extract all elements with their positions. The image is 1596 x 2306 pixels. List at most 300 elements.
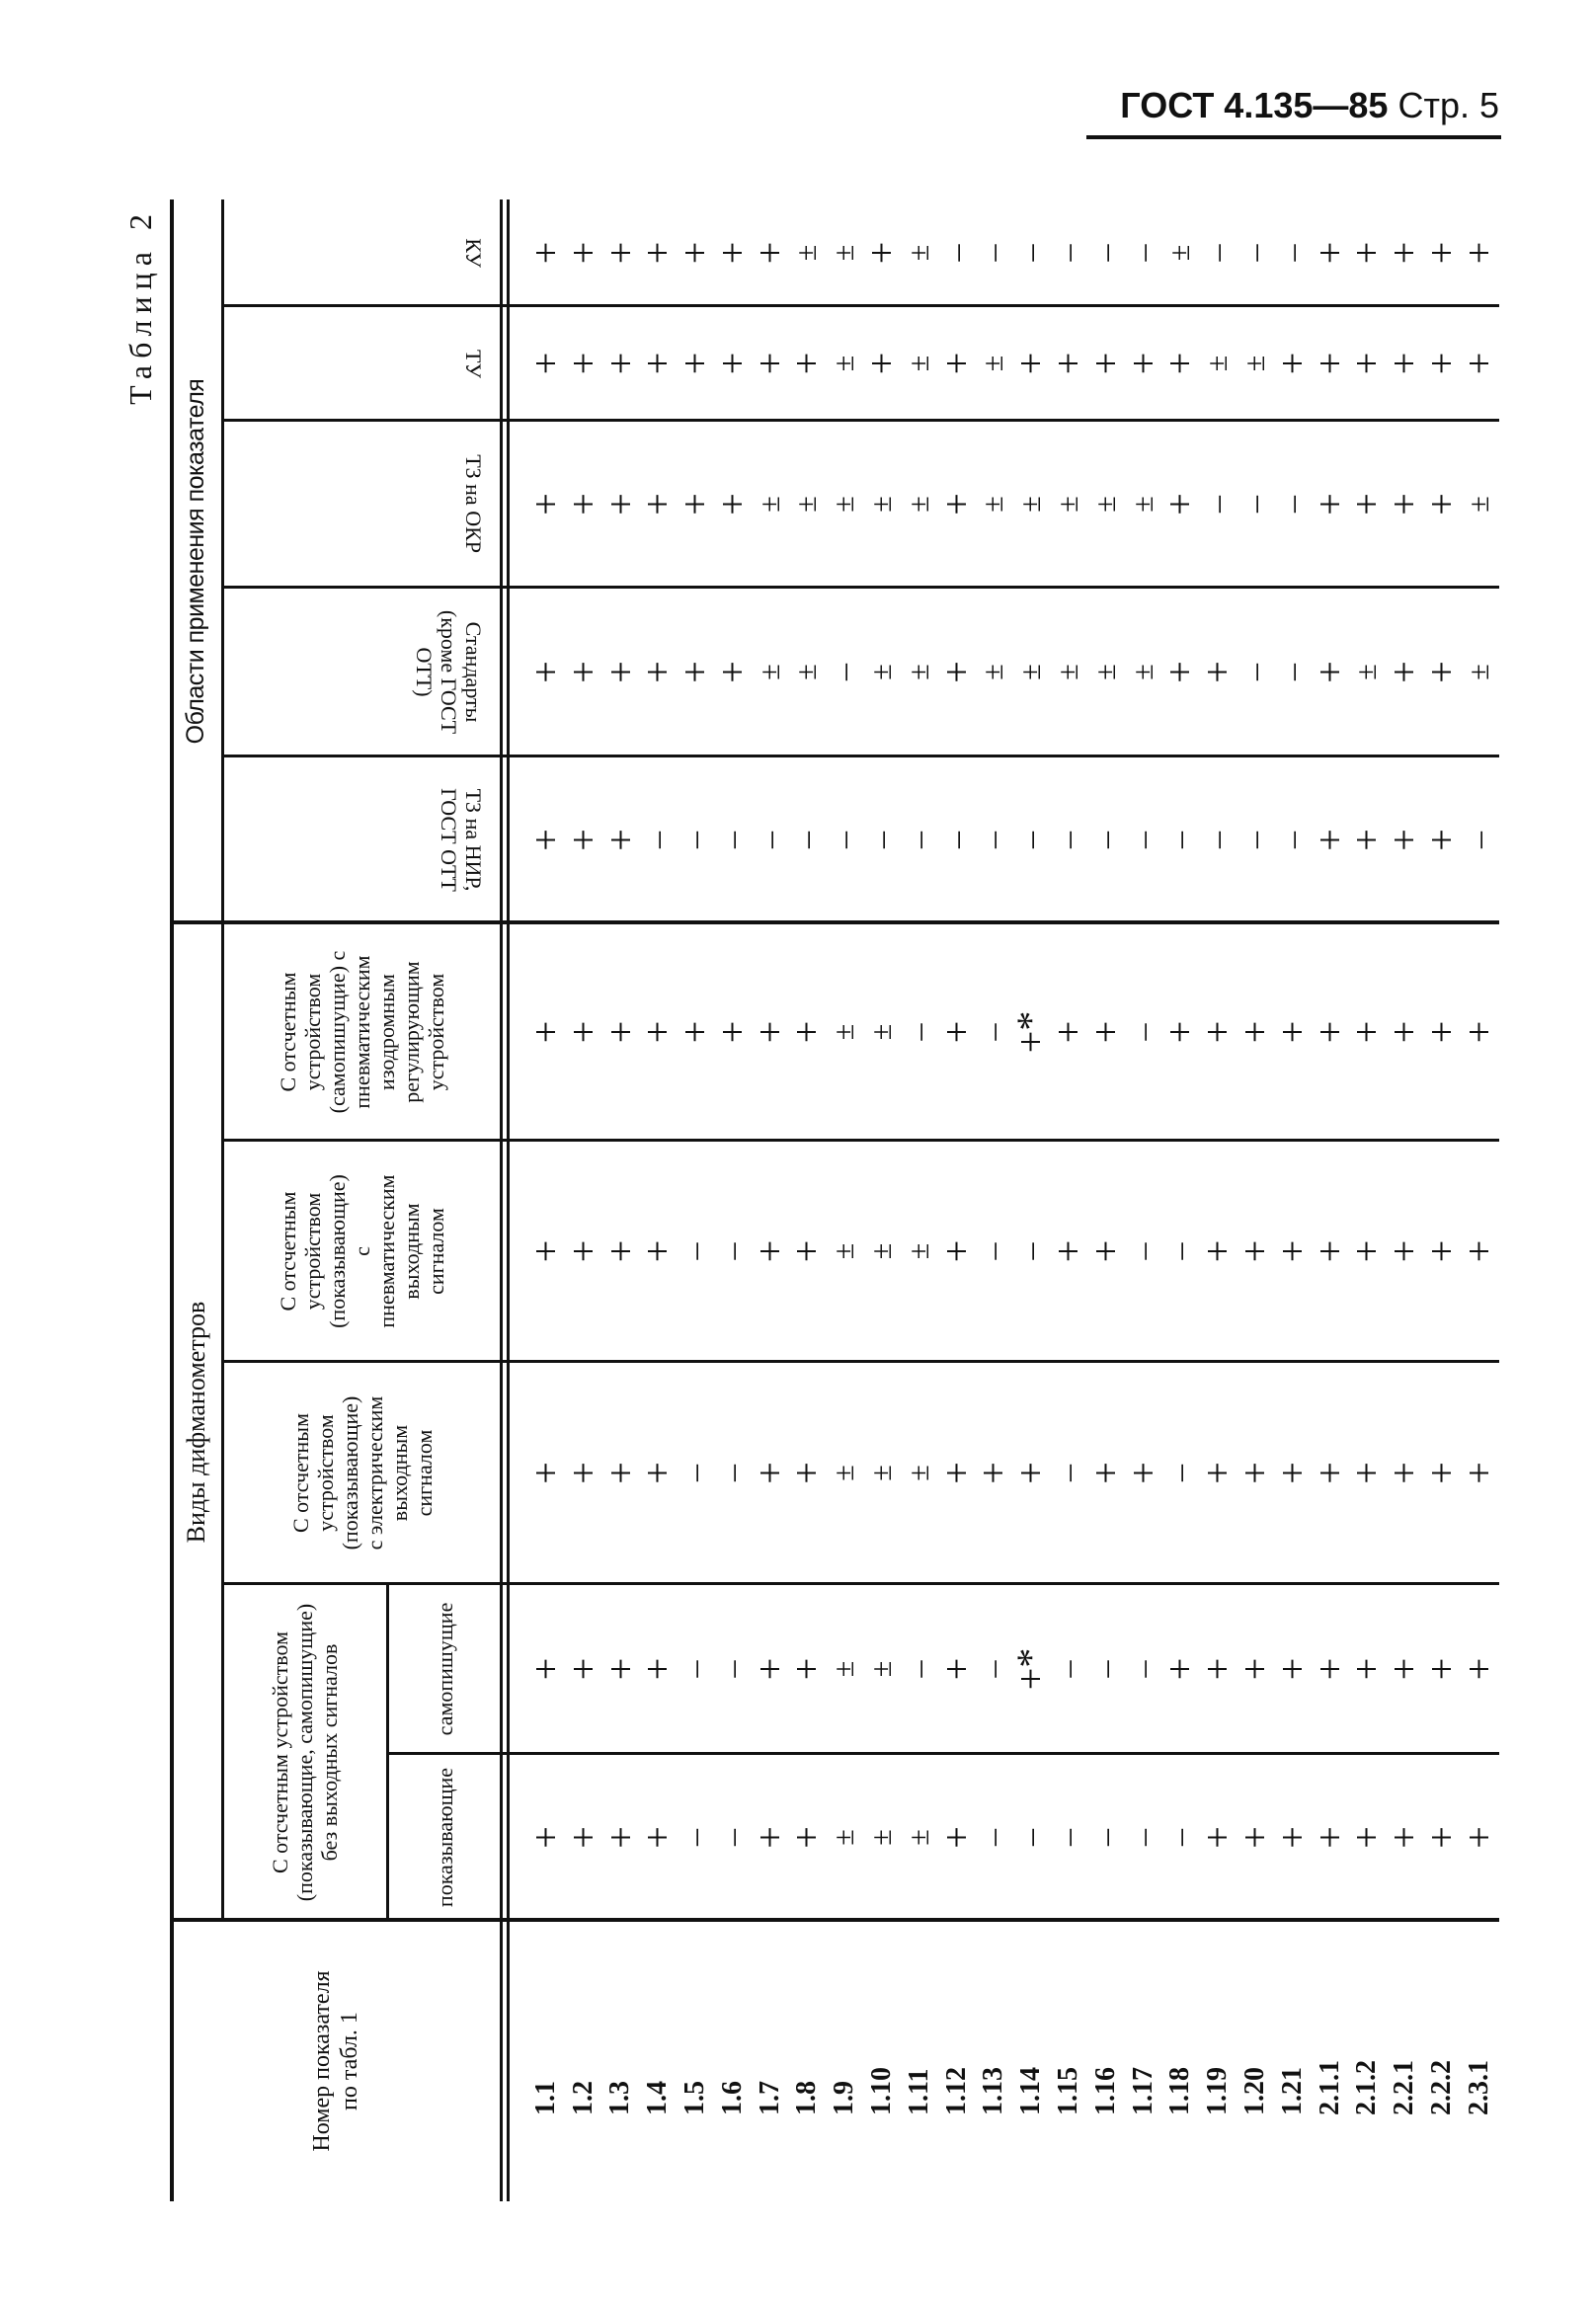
cell-value: ±: [865, 496, 899, 513]
cell-value: +: [747, 352, 792, 375]
table-cell: [1419, 756, 1465, 923]
header-group-types: Виды дифманометров: [182, 1301, 210, 1544]
table-cell: [1125, 421, 1162, 588]
cell-value: –: [713, 1829, 751, 1846]
cell-value: +: [709, 241, 755, 265]
cell-value: +: [1307, 352, 1352, 375]
cell-value: +: [560, 1462, 605, 1484]
table-cell: [1382, 1141, 1427, 1362]
table-cell: [1456, 1754, 1501, 1921]
cell-value: –: [1199, 832, 1237, 848]
row-number: 1.1: [529, 2081, 561, 2115]
table-cell: [826, 199, 863, 306]
cell-value: ±: [1126, 496, 1159, 513]
cell-value: +: [1344, 1657, 1390, 1681]
table-cell: [1237, 306, 1274, 421]
table-cell: [1382, 1584, 1427, 1754]
table-cell: [1419, 421, 1465, 588]
header-col-indicating: показывающие: [432, 1767, 457, 1908]
cell-value: +: [1419, 352, 1465, 375]
table-cell: [714, 1754, 752, 1921]
table-cell: [598, 1362, 643, 1584]
cell-value: –: [975, 832, 1012, 848]
cell-value: +: [1382, 352, 1427, 375]
table-cell: [933, 306, 979, 421]
cell-value: +: [709, 1020, 755, 1044]
row-number: 1.15: [1053, 2067, 1084, 2115]
cell-value: ±: [902, 664, 935, 680]
table-cell: [1087, 1584, 1125, 1754]
table-cell: [1082, 306, 1128, 421]
table-row: [747, 199, 792, 2201]
table-cell: [560, 421, 605, 588]
cell-value: –: [975, 1242, 1012, 1260]
table-cell: [863, 1754, 901, 1921]
table-cell: [901, 306, 938, 421]
cell-value: –: [788, 832, 826, 848]
cell-value: +: [1456, 1020, 1501, 1044]
header-group-areas: Области применения показателя: [182, 378, 209, 745]
table-cell: [1382, 1362, 1427, 1584]
cell-value: +: [598, 1826, 643, 1849]
cell-value: ±: [1052, 664, 1085, 680]
table-cell: [1419, 1754, 1465, 1921]
cell-value: ±: [865, 664, 899, 680]
cell-value: +: [784, 352, 830, 375]
cell-value: ±: [977, 496, 1010, 513]
standard-code: ГОСТ 4.135—85: [1120, 85, 1389, 125]
table-cell: [1199, 199, 1237, 306]
cell-value: +: [1344, 1239, 1390, 1263]
cell-value: +: [635, 352, 680, 375]
cell-value: –: [1273, 496, 1311, 513]
cell-value: ±: [902, 496, 935, 513]
cell-value: ±: [977, 664, 1010, 680]
cell-value: –: [1161, 832, 1199, 848]
row-number: 1.18: [1164, 2067, 1196, 2115]
table-cell: [1456, 306, 1501, 421]
table-cell: [1125, 1141, 1162, 1362]
table-cell: [1382, 421, 1427, 588]
table-cell: [901, 923, 938, 1141]
cell-value: ±: [1238, 355, 1272, 372]
table-cell: [971, 1362, 1016, 1584]
table-cell: [826, 923, 863, 1141]
table-cell: [933, 1754, 979, 1921]
table-cell: [784, 923, 830, 1141]
cell-value: ±: [1014, 664, 1048, 680]
cell-value: +: [1419, 1826, 1465, 1849]
cell-value: +: [1344, 352, 1390, 375]
header-col-ku: [222, 199, 502, 306]
cell-value: ±: [1163, 244, 1197, 262]
row-number: 2.1.1: [1314, 2060, 1345, 2115]
cell-value: –: [1012, 1829, 1050, 1846]
table-cell: [635, 1754, 680, 1921]
cell-value: ±: [865, 1465, 899, 1481]
table-cell: [784, 1584, 830, 1754]
cell-value: +: [598, 1239, 643, 1263]
cell-value: –: [1199, 244, 1237, 262]
cell-value: +: [1344, 1462, 1390, 1484]
table-cell: [1195, 1141, 1240, 1362]
table-cell: [1087, 588, 1125, 756]
cell-value: +: [1344, 1020, 1390, 1044]
cell-value: ±: [1088, 664, 1122, 680]
header-rule: [1086, 135, 1501, 139]
cell-value: +: [859, 352, 905, 375]
table-cell: [1050, 199, 1087, 306]
cell-value: +: [598, 493, 643, 516]
cell-value: +: [747, 1657, 792, 1681]
table-cell: [639, 756, 677, 923]
table-cell: [1419, 1141, 1465, 1362]
cell-value: +: [1419, 1657, 1465, 1681]
cell-value: ±: [1350, 664, 1384, 680]
table-cell: [976, 588, 1013, 756]
table-cell: [1233, 923, 1278, 1141]
row-number: 2.1.2: [1351, 2060, 1383, 2115]
cell-value: +: [1120, 1462, 1165, 1484]
cell-value: +: [1382, 1826, 1427, 1849]
cell-value: +: [1233, 1657, 1278, 1681]
table-cell: [598, 1754, 643, 1921]
table-row: [826, 199, 863, 2201]
table-cell: [789, 421, 827, 588]
cell-value: +: [1382, 829, 1427, 851]
table-cell: [709, 588, 755, 756]
header-col-tz-nir-label: ТЗ на НИР, ГОСТ ОТТ: [437, 788, 486, 892]
table-cell: [673, 421, 718, 588]
table-cell: [789, 588, 827, 756]
cell-value: +: [522, 1826, 568, 1849]
table-cell: [863, 756, 901, 923]
table-cell: [635, 1362, 680, 1584]
header-row-number: Номер показателя по табл. 1: [309, 1970, 362, 2152]
cell-value: –: [1273, 664, 1311, 680]
table-cell: [1195, 923, 1240, 1141]
table-cell: [1269, 1141, 1315, 1362]
table-cell: [1012, 1141, 1050, 1362]
cell-value: +: [673, 661, 718, 683]
cell-value: +: [1307, 1462, 1352, 1484]
cell-value: +: [598, 661, 643, 683]
table-cell: [1344, 306, 1390, 421]
cell-value: –: [937, 244, 975, 262]
table-row: [901, 199, 938, 2201]
header-col-tz-okr: [222, 421, 502, 588]
cell-value: +: [784, 1020, 830, 1044]
table-cell: [976, 923, 1013, 1141]
cell-value: +: [709, 661, 755, 683]
cell-value: +: [1008, 1462, 1054, 1484]
cell-value: +: [1307, 829, 1352, 851]
table-cell: [1344, 1362, 1390, 1584]
cell-value: +: [673, 241, 718, 265]
table-row: [1120, 199, 1165, 2201]
cell-value: –: [1124, 832, 1161, 848]
table-cell: [1269, 1754, 1315, 1921]
table-cell: [709, 421, 755, 588]
table-cell: [863, 588, 901, 756]
header-col-recording: самопишущие: [432, 1602, 457, 1736]
table-cell: [1307, 756, 1352, 923]
cell-value: +: [635, 1239, 680, 1263]
table-cell: [1087, 1754, 1125, 1921]
table-cell: [673, 588, 718, 756]
table-cell: [901, 199, 938, 306]
table-cell: [1456, 1141, 1501, 1362]
cell-value: ±: [902, 244, 935, 262]
cell-value: +: [1307, 661, 1352, 683]
cell-value: +: [598, 1020, 643, 1044]
cell-value: +: [1269, 1462, 1315, 1484]
table-cell: [560, 1141, 605, 1362]
table-cell: [1082, 1141, 1128, 1362]
cell-value: ±: [790, 664, 824, 680]
table-cell: [863, 421, 901, 588]
cell-value: –: [713, 1465, 751, 1481]
cell-value: ±: [865, 1023, 899, 1041]
table-cell: [784, 1362, 830, 1584]
table-cell: [784, 1754, 830, 1921]
row-number: 1.2: [567, 2081, 598, 2115]
row-number: 1.11: [903, 2068, 934, 2115]
table-cell: [863, 923, 901, 1141]
table-row: [635, 199, 680, 2201]
table-cell: [1050, 421, 1087, 588]
table-cell: [677, 1584, 714, 1754]
cell-value: ±: [902, 1242, 935, 1260]
cell-value: ±: [1462, 664, 1495, 680]
cell-value: +: [1157, 661, 1203, 683]
cell-value: +: [1269, 1657, 1315, 1681]
cell-value: +: [1269, 1239, 1315, 1263]
table-cell: [747, 1584, 792, 1754]
table-cell: [863, 1141, 901, 1362]
table-cell: [976, 756, 1013, 923]
table-cell: [1087, 199, 1125, 306]
table-row: [784, 199, 830, 2201]
cell-value: +: [1157, 352, 1203, 375]
table-cell: [901, 421, 938, 588]
cell-value: +: [1082, 1239, 1128, 1263]
cell-value: +: [1157, 493, 1203, 516]
cell-value: +: [1307, 241, 1352, 265]
table-cell: [1233, 1754, 1278, 1921]
cell-value: ±: [828, 496, 861, 513]
cell-value: +: [1195, 1462, 1240, 1484]
cell-value: +: [1419, 1462, 1465, 1484]
row-number: 1.6: [716, 2081, 748, 2115]
table-cell: [522, 756, 568, 923]
cell-value: –: [1273, 244, 1311, 262]
header-col-tu-label: ТУ: [461, 349, 486, 378]
cell-value: +: [1382, 493, 1427, 516]
cell-value: +: [933, 1462, 979, 1484]
cell-value: +: [560, 829, 605, 851]
cell-value: –: [1086, 1829, 1124, 1846]
cell-value: +: [1344, 829, 1390, 851]
table-cell: [1269, 1362, 1315, 1584]
table-cell: [522, 199, 568, 306]
table-cell: [1050, 756, 1087, 923]
table-cell: [1012, 421, 1050, 588]
cell-value: –: [1012, 244, 1050, 262]
cell-value: +: [1456, 241, 1501, 265]
cell-value: –: [1161, 1465, 1199, 1481]
table-row: [709, 199, 755, 2201]
cell-value: –: [1050, 1660, 1087, 1678]
cell-value: +: [635, 1657, 680, 1681]
table-cell: [714, 1141, 752, 1362]
header-col-pneumatic: С отсчетным устройством (показывающие) с пневматическим выходным сигналом: [276, 1174, 448, 1328]
cell-value: +: [1046, 1239, 1091, 1263]
table-cell: [1046, 306, 1091, 421]
table-cell: [1269, 923, 1315, 1141]
cell-value: ±: [828, 1660, 861, 1678]
cell-value: +: [560, 661, 605, 683]
cell-value: +: [1456, 1657, 1501, 1681]
table-cell: [560, 1754, 605, 1921]
cell-value: –: [1124, 1660, 1161, 1678]
cell-value: ±: [828, 1465, 861, 1481]
table-cell: [976, 1584, 1013, 1754]
table-cell: [1082, 1362, 1128, 1584]
table-cell: [1382, 1754, 1427, 1921]
table-cell: [1456, 923, 1501, 1141]
row-number: 1.4: [642, 2081, 674, 2115]
cell-value: +: [1157, 1657, 1203, 1681]
table-cell: [1382, 756, 1427, 923]
cell-value: +: [598, 829, 643, 851]
cell-value: –: [751, 832, 788, 848]
table-row: [1307, 199, 1352, 2201]
table-cell: [1307, 421, 1352, 588]
cell-value: +: [1233, 1826, 1278, 1849]
table-cell: [1344, 756, 1390, 923]
cell-value: +: [1382, 1462, 1427, 1484]
header-subgroup-no-output: С отсчетным устройством (показывающие, самопишущие) без выходных сигналов: [268, 1603, 342, 1902]
table-cell: [635, 306, 680, 421]
table-cell: [976, 199, 1013, 306]
cell-value: +: [784, 1239, 830, 1263]
table-cell: [1008, 306, 1054, 421]
table-cell: [635, 199, 680, 306]
table-cell: [1157, 1584, 1203, 1754]
table-cell: [826, 1141, 863, 1362]
table-cell: [1307, 1584, 1352, 1754]
cell-value: +: [522, 661, 568, 683]
cell-value: –: [975, 1023, 1012, 1041]
table-cell: [938, 199, 976, 306]
table-cell: [933, 1584, 979, 1754]
table-cell: [1157, 421, 1203, 588]
cell-value: –: [1086, 244, 1124, 262]
cell-value: –: [1460, 832, 1497, 848]
table-cell: [976, 421, 1013, 588]
cell-value: +: [1419, 493, 1465, 516]
table-cell: [1162, 199, 1200, 306]
cell-value: +: [522, 1657, 568, 1681]
table-cell: [859, 199, 905, 306]
cell-value: +: [1269, 1826, 1315, 1849]
table-cell: [901, 588, 938, 756]
table-cell: [747, 199, 792, 306]
cell-value: +: [673, 493, 718, 516]
cell-value: ±: [1088, 496, 1122, 513]
table-cell: [901, 1754, 938, 1921]
table-cell: [826, 1362, 863, 1584]
cell-value: ±: [902, 355, 935, 372]
cell-value: +: [1344, 1826, 1390, 1849]
table-cell: [677, 1754, 714, 1921]
cell-value: –: [677, 1660, 714, 1678]
table-cell: [598, 421, 643, 588]
table-row: [522, 199, 568, 2201]
table-cell: [1237, 199, 1274, 306]
table-row: [1082, 199, 1128, 2201]
cell-value: –: [1050, 1465, 1087, 1481]
cell-value: +: [933, 352, 979, 375]
table-cell: [1237, 421, 1274, 588]
cell-value: +: [1456, 352, 1501, 375]
table-cell: [635, 1584, 680, 1754]
table-cell: [1419, 199, 1465, 306]
cell-value: +: [1233, 1020, 1278, 1044]
cell-value: ±: [1126, 664, 1159, 680]
table-cell: [1461, 421, 1498, 588]
cell-value: –: [1199, 496, 1237, 513]
cell-value: +: [1195, 1239, 1240, 1263]
table-cell: [522, 1584, 568, 1754]
table-cell: [1307, 1141, 1352, 1362]
table-cell: [1046, 1141, 1091, 1362]
table-cell: [522, 306, 568, 421]
table-cell: [826, 588, 863, 756]
table-cell: [1157, 588, 1203, 756]
cell-value: ±: [753, 496, 786, 513]
table-cell: [673, 923, 718, 1141]
table-cell: [1012, 199, 1050, 306]
table-cell: [1087, 421, 1125, 588]
table-cell: [522, 923, 568, 1141]
table-cell: [1419, 306, 1465, 421]
cell-value: +: [1419, 829, 1465, 851]
cell-value: +: [1082, 1462, 1128, 1484]
cell-value: +: [522, 1020, 568, 1044]
row-number: 1.20: [1239, 2067, 1271, 2115]
cell-value: –: [713, 1242, 751, 1260]
cell-value: +: [1382, 1020, 1427, 1044]
table-cell: [1125, 588, 1162, 756]
table-cell: [1125, 923, 1162, 1141]
cell-value: +: [673, 352, 718, 375]
table-cell: [1050, 588, 1087, 756]
cell-value: –: [1124, 1242, 1161, 1260]
header-col-ku-label: КУ: [461, 238, 486, 268]
cell-value: +: [784, 1826, 830, 1849]
cell-value: ±: [1201, 355, 1235, 372]
table-cell: [1012, 1754, 1050, 1921]
cell-value: +: [598, 241, 643, 265]
table-row: [1195, 199, 1240, 2201]
cell-value: +: [598, 1657, 643, 1681]
cell-value: –: [677, 832, 714, 848]
cell-value: +: [1008, 352, 1054, 375]
cell-value: +: [560, 352, 605, 375]
table-row: [1008, 199, 1054, 2201]
